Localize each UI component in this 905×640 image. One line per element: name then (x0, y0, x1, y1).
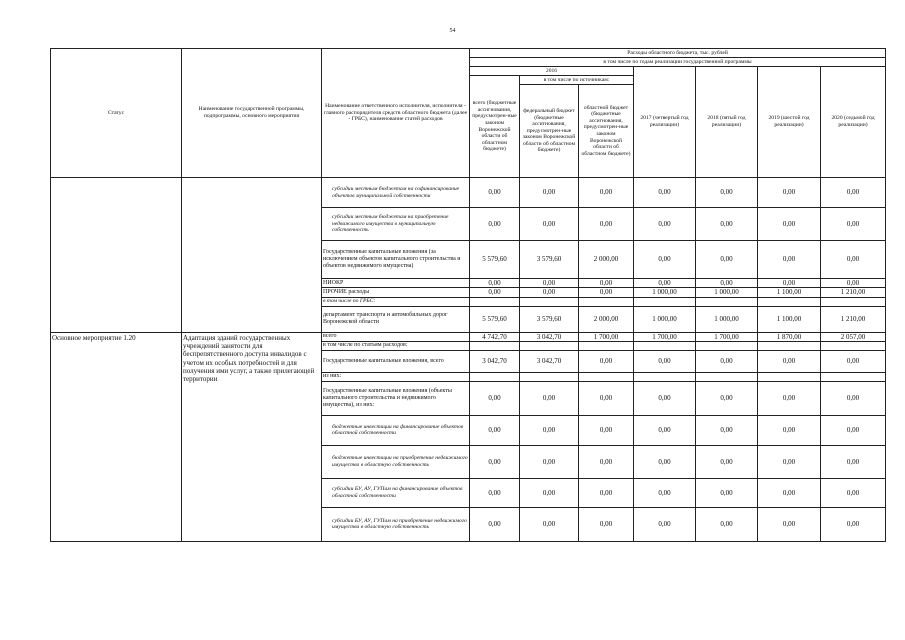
row-label: из них: (322, 372, 470, 381)
row-label: субсидии местным бюджетам на софинансирование объектов муниципальной собственности (322, 178, 470, 208)
table-row: Государственные капитальные вложения (за исключением объектов капитального строительства и объектов недвижимого имущества) 5 579,60 3 579,60 2 000,00 0,00 0,00 0,00 0,00 (51, 241, 886, 279)
header-2020: 2020 (седьмой год реализации) (821, 67, 886, 178)
header-total: всего (бюджетные ассигнования, предусмотрен-ные законом Воронежской области об областном бюджете) (470, 76, 520, 178)
header-federal: федеральный бюджет (бюджетные ассигнования, предусмотрен-ные законом Воронежской области об областном бюджете) (520, 85, 579, 178)
row-label: ПРОЧИЕ расходы (322, 288, 470, 297)
table-row: департамент транспорта и автомобильных дорог Воронежской области 5 579,60 3 579,60 2 000,00 1 000,00 1 000,00 1 100,00 1 210,00 (51, 306, 886, 332)
header-2017: 2017 (четвертый год реализации) (634, 67, 696, 178)
table-row: субсидии местным бюджетам на софинансирование объектов муниципальной собственности 0,00 0,00 0,00 0,00 0,00 0,00 0,00 (51, 178, 886, 208)
row-label: НИОКР (322, 279, 470, 288)
table-row: ПРОЧИЕ расходы 0,00 0,00 0,00 1 000,00 1 000,00 1 100,00 1 210,00 (51, 288, 886, 297)
row-label: субсидии БУ, АУ, ГУПам на приобретение недвижимого имущества в областную собственность (322, 507, 470, 541)
page-number: 54 (449, 28, 456, 34)
header-expenses-title: Расходы областного бюджета, тыс. рублей (470, 49, 886, 58)
header-regional: областной бюджет (бюджетные ассигнования, предусмотрен-ные законом Воронежской области об областном бюджете) (579, 85, 634, 178)
header-program-name: Наименование государственной программы, подпрограммы, основного мероприятия (182, 49, 322, 178)
table-row: НИОКР 0,00 0,00 0,00 0,00 0,00 0,00 0,00 (51, 279, 886, 288)
header-executor: Наименование ответственного исполнителя, исполнителя - главного распорядителя средств областного бюджета (далее - ГРБС), наименование статей расходов (322, 49, 470, 178)
header-2018: 2018 (пятый год реализации) (696, 67, 758, 178)
row-label: субсидии местным бюджетам на приобретение недвижимого имущества в муниципальную собственность (322, 208, 470, 241)
row-status: Основное мероприятие 1.20 (51, 332, 182, 541)
row-label: Государственные капитальные вложения (за исключением объектов капитального строительства и объектов недвижимого имущества) (322, 241, 470, 279)
row-label: департамент транспорта и автомобильных дорог Воронежской области (322, 306, 470, 332)
row-program-name: Адаптация зданий государственных учреждений занятости для беспрепятственного доступа инвалидов с учетом их особых потребностей и для получения ими услуг, а также прилегающей территории (182, 332, 322, 541)
row-label: субсидии БУ, АУ, ГУПам на финансирование объектов областной собственности (322, 478, 470, 507)
row-label: в том числе по статьям расходов: (322, 341, 470, 350)
header-by-years: в том числе по годам реализации государственной программы (470, 58, 886, 67)
table-row: Основное мероприятие 1.20 Адаптация зданий государственных учреждений занятости для беспрепятственного доступа инвалидов с учетом их особых потребностей и для получения ими услуг, а также прилегающей территории всего 4 742,70 3 042,70 1 700,00 1 700,00 1 700,00 1 870,00 2 057,00 (51, 332, 886, 341)
header-year-2016: 2016 (470, 67, 634, 76)
row-label: в том числе по ГРБС: (322, 297, 470, 306)
row-label: Государственные капитальные вложения, всего (322, 350, 470, 372)
table-row: субсидии местным бюджетам на приобретение недвижимого имущества в муниципальную собственность 0,00 0,00 0,00 0,00 0,00 0,00 0,00 (51, 208, 886, 241)
header-status: Статус (51, 49, 182, 178)
header-by-sources: в том числе по источникам: (520, 76, 634, 85)
table-row: Государственные капитальные вложения (объекты капитального строительства и недвижимого имущества), из них: 0,00 0,00 0,00 0,00 0,00 0,00 0,00 (51, 381, 886, 415)
table-row: бюджетные инвестиции на приобретение недвижимого имущества в областную собственность 0,00 0,00 0,00 0,00 0,00 0,00 0,00 (51, 445, 886, 478)
table-row: бюджетные инвестиции на финансирование объектов областной собственности 0,00 0,00 0,00 0,00 0,00 0,00 0,00 (51, 415, 886, 445)
header-2019: 2019 (шестой год реализации) (758, 67, 821, 178)
table-row: субсидии БУ, АУ, ГУПам на приобретение недвижимого имущества в областную собственность 0,00 0,00 0,00 0,00 0,00 0,00 0,00 (51, 507, 886, 541)
row-label: Государственные капитальные вложения (объекты капитального строительства и недвижимого имущества), из них: (322, 381, 470, 415)
row-label: бюджетные инвестиции на финансирование объектов областной собственности (322, 415, 470, 445)
row-label: бюджетные инвестиции на приобретение недвижимого имущества в областную собственность (322, 445, 470, 478)
row-label: всего (322, 332, 470, 341)
table-row: субсидии БУ, АУ, ГУПам на финансирование объектов областной собственности 0,00 0,00 0,00 0,00 0,00 0,00 0,00 (51, 478, 886, 507)
budget-table (50, 48, 886, 542)
table-row: Государственные капитальные вложения, всего 3 042,70 3 042,70 0,00 0,00 0,00 0,00 0,00 (51, 350, 886, 372)
